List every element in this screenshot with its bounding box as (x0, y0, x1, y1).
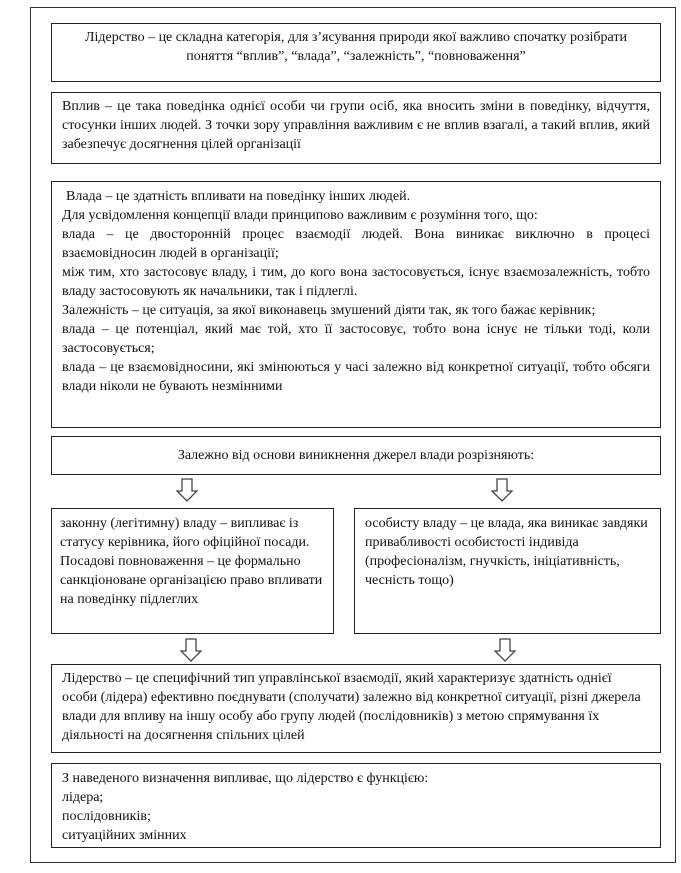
hollow-down-arrow-icon (491, 478, 513, 502)
power-line: Для усвідомлення концепції влади принципово важливим є розуміння того, що: (62, 208, 538, 223)
conclusion-box (51, 763, 661, 848)
sources-box (51, 436, 661, 475)
power-line: між тим, хто застосовує владу, і тим, до кого вона застосовується, існує взаємозалежність, тобто владу застосовують як начальники, так і підлеглі. (62, 265, 650, 299)
power-box (51, 181, 661, 428)
influence-text: Вплив – це така поведінка однієї особи чи групи осіб, яка вносить зміни в поведінку, відчуття, стосунки інших людей. З точки зору управління важливим є не вплив взагалі, а такий вплив, який забезпечує досягнення цілей організації (62, 99, 650, 152)
hollow-down-arrow-icon (494, 638, 516, 662)
legal-power-text: законну (легітимну) владу – випливає із статусу керівника, його офіційної посади. Посадові повноваження – це формально санкціоноване організацією право впливати на поведінку підлеглих (60, 516, 323, 607)
power-line: влада – це взаємовідносини, які змінюються у часі залежно від конкретної ситуації, тобто обсяги влади ніколи не бувають незмінними (62, 360, 650, 394)
personal-power-box (354, 508, 661, 634)
influence-box (51, 92, 661, 164)
hollow-down-arrow-icon (180, 638, 202, 662)
personal-power-text: особисту владу – це влада, яка виникає завдяки привабливості особистості індивіда (професіоналізм, гнучкість, ініціативність, чесність тощо) (365, 516, 648, 588)
conclusion-item: ситуаційних змінних (62, 828, 187, 843)
power-line: влада – це потенціал, який має той, хто її застосовує, тобто вона існує не тільки тоді, коли застосовується; (62, 322, 650, 356)
conclusion-item: лідера; (62, 790, 104, 805)
conclusion-item: послідовників; (62, 809, 151, 824)
leadership-definition-box (51, 664, 661, 753)
intro-text: Лідерство – це складна категорія, для з’ясування природи якої важливо спочатку розібрати поняття “вплив”, “влада”, “залежність”, “повноваження” (85, 30, 627, 64)
intro-box (51, 23, 661, 82)
hollow-down-arrow-icon (176, 478, 198, 502)
sources-text: Залежно від основи виникнення джерел влади розрізняють: (177, 448, 535, 463)
power-line: Залежність – це ситуація, за якої виконавець змушений діяти так, як того бажає керівник; (62, 303, 596, 318)
leadership-definition-text: Лідерство – це специфічний тип управлінської взаємодії, який характеризує здатність однієї особи (лідера) ефективно поєднувати (сполучати) залежно від конкретної ситуації, різні джерела влади для впливу на іншу особу або групу людей (послідовників) з метою спрямування їх діяльності на досягнення спільних цілей (62, 671, 641, 743)
conclusion-heading: З наведеного визначення випливає, що лідерство є функцією: (62, 771, 429, 786)
power-line: влада – це двосторонній процес взаємодії людей. Вона виникає виключно в процесі взаємовідносин людей в організації; (62, 227, 650, 261)
power-line: Влада – це здатність впливати на поведінку інших людей. (66, 189, 411, 204)
legal-power-box (51, 508, 334, 634)
